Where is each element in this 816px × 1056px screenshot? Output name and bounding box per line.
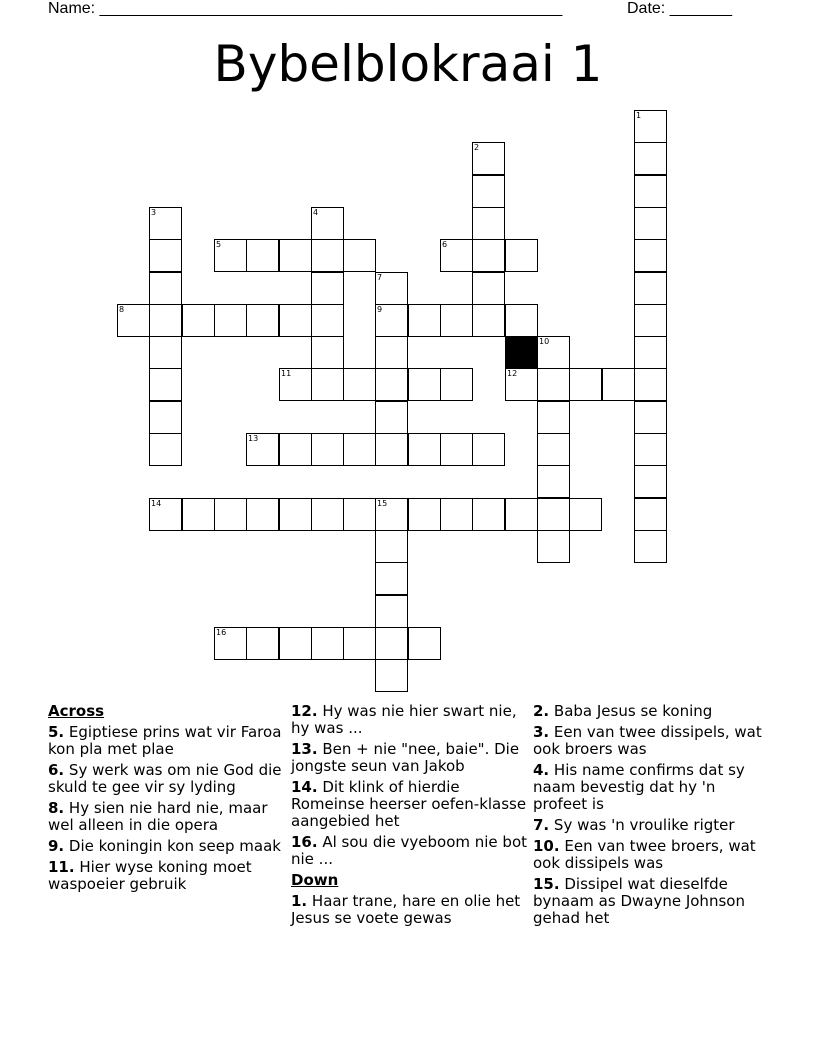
grid-cell[interactable] (375, 498, 408, 531)
grid-cell[interactable] (472, 433, 505, 466)
grid-cell[interactable] (311, 498, 344, 531)
grid-cell[interactable] (472, 239, 505, 272)
grid-cell[interactable] (634, 175, 667, 208)
clue-number: 13 (248, 434, 259, 443)
grid-cell[interactable] (505, 368, 538, 401)
grid-cell[interactable] (537, 433, 570, 466)
grid-cell[interactable] (343, 368, 376, 401)
clue-number-label: 16. (291, 833, 318, 851)
clue-number: 9 (377, 305, 383, 314)
clue-text: Een van twee broers, wat ook dissipels was (533, 837, 756, 872)
clue-text: Hy sien nie hard nie, maar wel alleen in die opera (48, 799, 268, 834)
grid-cell[interactable] (408, 433, 441, 466)
clue-number-label: 8. (48, 799, 65, 817)
grid-cell[interactable] (149, 336, 182, 369)
clue-number: 10 (539, 337, 550, 346)
grid-cell[interactable] (634, 239, 667, 272)
clue-text: Baba Jesus se koning (553, 702, 713, 720)
grid-cell[interactable] (634, 465, 667, 498)
grid-cell[interactable] (602, 368, 635, 401)
grid-cell[interactable] (537, 465, 570, 498)
grid-cell[interactable] (214, 498, 247, 531)
date-field-label: Date: _______ (627, 0, 732, 17)
grid-cell[interactable] (149, 304, 182, 337)
clue-text: Dissipel wat dieselfde bynaam as Dwayne Johnson gehad het (533, 875, 745, 927)
grid-cell[interactable] (569, 368, 602, 401)
clue-number: 16 (216, 628, 227, 637)
grid-cell[interactable] (214, 304, 247, 337)
grid-cell[interactable] (440, 498, 473, 531)
grid-cell[interactable] (634, 530, 667, 563)
grid-cell[interactable] (472, 498, 505, 531)
clue-item (533, 876, 769, 927)
grid-cell[interactable] (634, 207, 667, 240)
grid-cell[interactable] (343, 627, 376, 660)
grid-cell[interactable] (311, 207, 344, 240)
grid-cell[interactable] (311, 336, 344, 369)
grid-cell[interactable] (634, 336, 667, 369)
black-cell (505, 336, 538, 369)
clue-item (48, 724, 284, 758)
clue-number-label: 9. (48, 837, 65, 855)
grid-cell[interactable] (279, 498, 312, 531)
clue-text: Sy werk was om nie God die skuld te gee vir sy lyding (48, 761, 282, 796)
clue-number-label: 15. (533, 875, 560, 893)
clue-item (291, 893, 527, 927)
grid-cell[interactable] (505, 304, 538, 337)
clue-item (533, 838, 769, 872)
grid-cell[interactable] (634, 368, 667, 401)
grid-cell[interactable] (569, 498, 602, 531)
page-title: Bybelblokraai 1 (213, 35, 603, 93)
grid-cell[interactable] (375, 401, 408, 434)
clue-number: 11 (281, 369, 292, 378)
grid-cell[interactable] (408, 304, 441, 337)
grid-cell[interactable] (149, 272, 182, 305)
grid-cell[interactable] (214, 239, 247, 272)
clue-item (533, 703, 769, 720)
grid-cell[interactable] (505, 498, 538, 531)
clue-number-label: 12. (291, 702, 318, 720)
clue-text: Die koningin kon seep maak (68, 837, 281, 855)
clue-number: 14 (151, 499, 162, 508)
grid-cell[interactable] (375, 562, 408, 595)
down-heading: Down (291, 871, 339, 889)
clue-item (291, 779, 527, 830)
grid-cell[interactable] (149, 401, 182, 434)
grid-cell[interactable] (440, 368, 473, 401)
clue-text: Al sou die vyeboom nie bot nie ... (291, 833, 527, 868)
grid-cell[interactable] (279, 368, 312, 401)
grid-cell[interactable] (375, 272, 408, 305)
grid-cell[interactable] (343, 433, 376, 466)
clue-column-1 (48, 703, 284, 897)
clue-number: 2 (474, 143, 480, 152)
clue-number-label: 10. (533, 837, 560, 855)
grid-cell[interactable] (634, 433, 667, 466)
clue-text: His name confirms dat sy naam bevestig dat hy 'n profeet is (533, 761, 745, 813)
grid-cell[interactable] (375, 433, 408, 466)
grid-cell[interactable] (214, 627, 247, 660)
clue-number: 3 (151, 208, 157, 217)
clue-number-label: 13. (291, 740, 318, 758)
clue-item (48, 800, 284, 834)
grid-cell[interactable] (634, 110, 667, 143)
grid-cell[interactable] (149, 239, 182, 272)
grid-cell[interactable] (634, 304, 667, 337)
grid-cell[interactable] (279, 433, 312, 466)
grid-cell[interactable] (440, 239, 473, 272)
grid-cell[interactable] (408, 498, 441, 531)
clue-text: Egiptiese prins wat vir Faroa kon pla met plae (48, 723, 282, 758)
across-heading: Across (48, 702, 105, 720)
grid-cell[interactable] (408, 627, 441, 660)
grid-cell[interactable] (537, 401, 570, 434)
grid-cell[interactable] (375, 336, 408, 369)
clue-number-label: 6. (48, 761, 65, 779)
clue-item (533, 724, 769, 758)
grid-cell[interactable] (279, 239, 312, 272)
grid-cell[interactable] (246, 304, 279, 337)
grid-cell[interactable] (634, 498, 667, 531)
grid-cell[interactable] (182, 304, 215, 337)
grid-cell[interactable] (182, 498, 215, 531)
clue-number: 5 (216, 240, 222, 249)
clue-text: Een van twee dissipels, wat ook broers was (533, 723, 762, 758)
grid-cell[interactable] (375, 368, 408, 401)
grid-cell[interactable] (537, 336, 570, 369)
grid-cell[interactable] (472, 142, 505, 175)
clue-column-3 (533, 703, 769, 931)
clue-item (533, 762, 769, 813)
grid-cell[interactable] (246, 627, 279, 660)
grid-cell[interactable] (311, 304, 344, 337)
grid-cell[interactable] (440, 433, 473, 466)
clue-number-label: 14. (291, 778, 318, 796)
grid-cell[interactable] (537, 368, 570, 401)
grid-cell[interactable] (149, 368, 182, 401)
grid-cell[interactable] (375, 659, 408, 692)
clue-item (533, 817, 769, 834)
grid-cell[interactable] (537, 530, 570, 563)
grid-cell[interactable] (472, 175, 505, 208)
clue-number-label: 1. (291, 892, 308, 910)
grid-cell[interactable] (634, 142, 667, 175)
grid-cell[interactable] (311, 239, 344, 272)
grid-cell[interactable] (472, 207, 505, 240)
clue-number: 1 (636, 111, 642, 120)
grid-cell[interactable] (149, 498, 182, 531)
grid-cell[interactable] (375, 595, 408, 628)
grid-cell[interactable] (375, 304, 408, 337)
name-field-label: Name: ____________________________________________________ (48, 0, 563, 17)
clue-item (291, 834, 527, 868)
clue-item (48, 859, 284, 893)
clue-number-label: 7. (533, 816, 550, 834)
grid-cell[interactable] (472, 304, 505, 337)
grid-cell[interactable] (634, 401, 667, 434)
grid-cell[interactable] (343, 239, 376, 272)
grid-cell[interactable] (634, 272, 667, 305)
grid-cell[interactable] (117, 304, 150, 337)
grid-cell[interactable] (246, 239, 279, 272)
grid-cell[interactable] (375, 530, 408, 563)
grid-cell[interactable] (246, 433, 279, 466)
clue-number: 12 (507, 369, 518, 378)
grid-cell[interactable] (343, 498, 376, 531)
clue-text: Ben + nie "nee, baie". Die jongste seun van Jakob (291, 740, 520, 775)
clue-number-label: 11. (48, 858, 75, 876)
clue-number: 4 (313, 208, 319, 217)
grid-cell[interactable] (375, 627, 408, 660)
clue-number: 6 (442, 240, 448, 249)
clue-text: Hy was nie hier swart nie, hy was ... (291, 702, 517, 737)
grid-cell[interactable] (149, 433, 182, 466)
clue-text: Haar trane, hare en olie het Jesus se voete gewas (291, 892, 521, 927)
clue-item (48, 762, 284, 796)
clue-text: Hier wyse koning moet waspoeier gebruik (48, 858, 252, 893)
clue-item (48, 838, 284, 855)
clue-column-2 (291, 703, 527, 931)
grid-cell[interactable] (505, 239, 538, 272)
clue-text: Dit klink of hierdie Romeinse heerser oefen-klasse aangebied het (291, 778, 527, 830)
clue-number: 7 (377, 273, 383, 282)
grid-cell[interactable] (279, 304, 312, 337)
clue-item (291, 703, 527, 737)
grid-cell[interactable] (311, 368, 344, 401)
clue-number-label: 2. (533, 702, 550, 720)
clue-number-label: 5. (48, 723, 65, 741)
grid-cell[interactable] (311, 627, 344, 660)
clue-number: 8 (119, 305, 125, 314)
grid-cell[interactable] (472, 272, 505, 305)
clue-number-label: 4. (533, 761, 550, 779)
grid-cell[interactable] (246, 498, 279, 531)
grid-cell[interactable] (279, 627, 312, 660)
grid-cell[interactable] (311, 433, 344, 466)
clue-number-label: 3. (533, 723, 550, 741)
clue-item (291, 741, 527, 775)
clue-number: 15 (377, 499, 388, 508)
grid-cell[interactable] (408, 368, 441, 401)
grid-cell[interactable] (311, 272, 344, 305)
grid-cell[interactable] (537, 498, 570, 531)
clue-text: Sy was 'n vroulike rigter (553, 816, 735, 834)
grid-cell[interactable] (149, 207, 182, 240)
grid-cell[interactable] (440, 304, 473, 337)
